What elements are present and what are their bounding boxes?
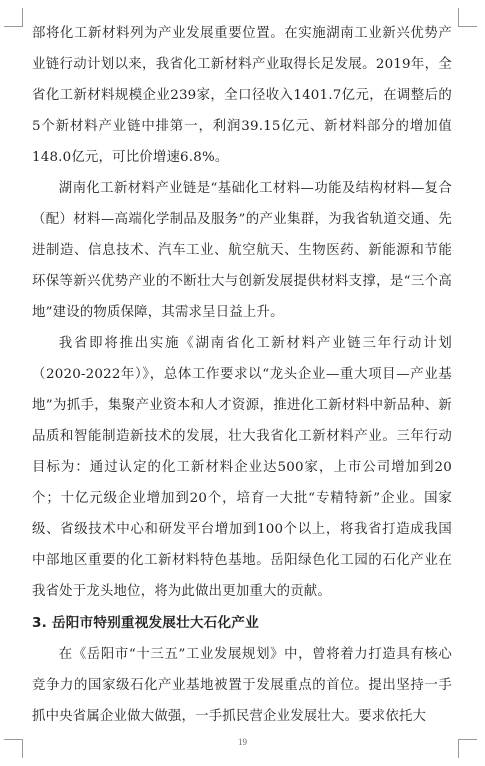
paragraph-yueyang: 在《岳阳市“十三五”工业发展规划》中，曾将着力打造具有核心竞争力的国家级石化产业基地被置于发展重点的首位。提出坚持一手抓中央省属企业做大做强，一手抓民营企业发展壮大。要求依托大 bbox=[32, 647, 452, 724]
paragraph-continued: 部将化工新材料列为产业发展重要位置。在实施湖南工业新兴优势产业链行动计划以来，我省化工新材料产业取得长足发展。2019年，全省化工新材料规模企业239家，全口径收入1401.7亿元，在调整后的5个新材料产业链中排第一，利润39.15亿元、新材料部分的增加值148.0亿元，可比价增速6.8%。 bbox=[32, 26, 452, 165]
body-text bbox=[32, 18, 452, 732]
crop-mark-top-left bbox=[4, 8, 23, 27]
section-heading: 3. 岳阳市特别重视发展壮大石化产业 bbox=[32, 615, 259, 631]
paragraph-industry-chain: 湖南化工新材料产业链是“基础化工材料—功能及结构材料—复合（配）材料—高端化学制品及服务”的产业集群，为我省轨道交通、先进制造、信息技术、汽车工业、航空航天、生物医药、新能源和节能环保等新兴优势产业的不断壮大与创新发展提供材料支撑，是“三个高地”建设的物质保障，其需求呈日益上升。 bbox=[32, 181, 452, 320]
crop-mark-top-right bbox=[458, 8, 477, 27]
page-number: 19 bbox=[238, 737, 247, 747]
paragraph-action-plan: 我省即将推出实施《湖南省化工新材料产业链三年行动计划（2020-2022年）》，总体工作要求以“龙头企业—重大项目—产业基地”为抓手，集聚产业资本和人才资源，推进化工新材料中新品种、新品质和智能制造新技术的发展，壮大我省化工新材料产业。三年行动目标为：通过认定的化工新材料企业达500家，上市公司增加到20个；十亿元级企业增加到20个，培育一大批“专精特新”企业。国家级、省级技术中心和研发平台增加到100个以上，将我省打造成我国中部地区重要的化工新材料特色基地。岳阳绿色化工园的石化产业在我省处于龙头地位，将为此做出更加重大的贡献。 bbox=[32, 336, 452, 599]
